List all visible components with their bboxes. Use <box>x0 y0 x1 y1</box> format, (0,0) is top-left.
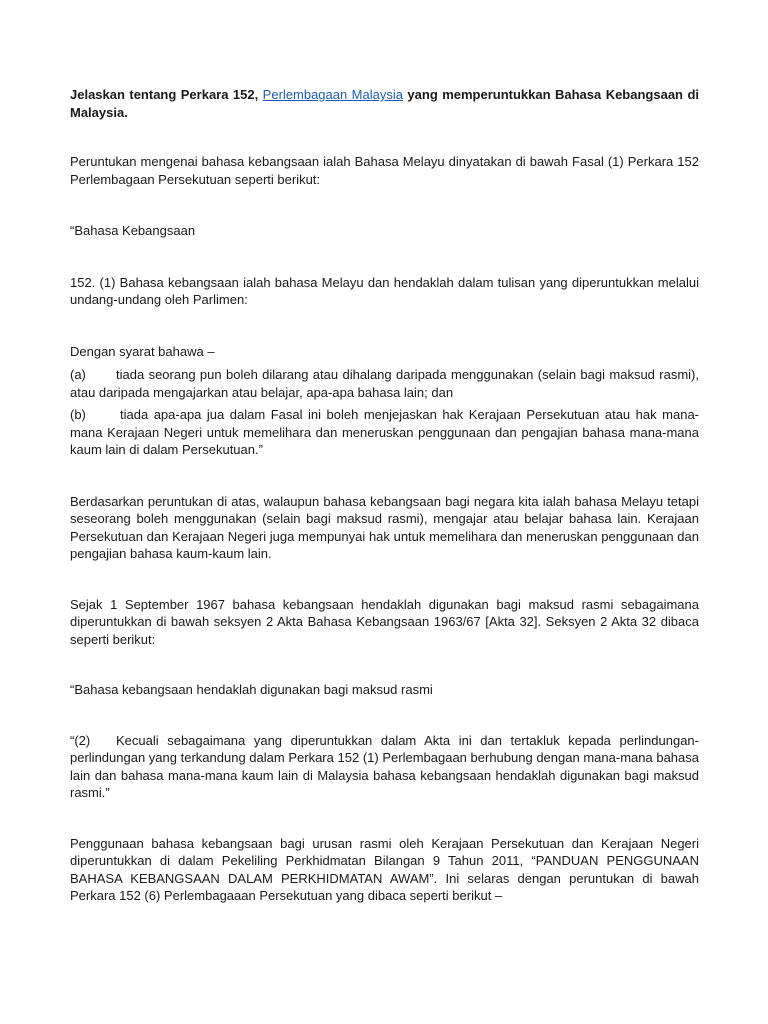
document-title <box>70 86 699 121</box>
title-prefix: Jelaskan tentang Perkara 152, <box>70 87 263 102</box>
akta-2-text: Kecuali sebagaimana yang diperuntukkan dalam Akta ini dan tertakluk kepada perlindungan-perlindungan yang terkandung dalam Perkara 152 (1) Perlembagaan berhubung dengan mana-mana bahasa lain dan bahasa mana-mana kaum lain di Malaysia bahasa kebangsaan hendaklah digunakan bagi maksud rasmi.” <box>70 732 699 800</box>
proviso-paragraph: Dengan syarat bahawa – <box>70 343 215 359</box>
akta-2-label: “(2) <box>70 732 91 748</box>
berdasarkan-paragraph: Berdasarkan peruntukan di atas, walaupun bahasa kebangsaan bagi negara kita ialah bahasa Melayu tetapi seseorang boleh menggunakan (selain bagi maksud rasmi), mengajar atau belajar bahasa lain. Kerajaan Persekutuan dan Kerajaan Negeri juga mempunyai hak untuk memelihara dan meneruskan penggunaan dan pengajian bahasa kaum-kaum lain. <box>70 493 699 561</box>
title-suffix: yang memperuntukkan Bahasa Kebangsaan di Malaysia. <box>70 87 699 120</box>
item-a-text: tiada seorang pun boleh dilarang atau dihalang daripada menggunakan (selain bagi maksud rasmi), atau daripada mengajarkan atau belajar, apa-apa bahasa lain; dan <box>70 367 699 400</box>
intro-paragraph: Peruntukan mengenai bahasa kebangsaan ialah Bahasa Melayu dinyatakan di bawah Fasal (1) Perkara 152 Perlembagaan Persekutuan seperti berikut: <box>70 154 699 187</box>
item-b-text: tiada apa-apa jua dalam Fasal ini boleh menjejaskan hak Kerajaan Persekutuan atau hak mana-mana Kerajaan Negeri untuk memelihara dan meneruskan penggunaan dan pengajian bahasa mana-mana kaum lain di dalam Persekutuan.” <box>70 407 699 457</box>
akta-section-2-paragraph <box>70 732 699 802</box>
item-b-label: (b) <box>70 407 86 422</box>
perlembagaan-malaysia-link[interactable]: Perlembagaan Malaysia <box>262 87 403 102</box>
akta-quote-heading: “Bahasa kebangsaan hendaklah digunakan bagi maksud rasmi <box>70 682 433 697</box>
document-page <box>70 86 699 905</box>
article-152-1-paragraph: 152. (1) Bahasa kebangsaan ialah bahasa Melayu dan hendaklah dalam tulisan yang diperuntukkan melalui undang-undang oleh Parlimen: <box>70 274 699 307</box>
proviso-item-b <box>70 406 699 459</box>
item-a-label: (a) <box>70 367 86 382</box>
sejak-paragraph: Sejak 1 September 1967 bahasa kebangsaan hendaklah digunakan bagi maksud rasmi sebagaimana diperuntukkan di bawah seksyen 2 Akta Bahasa Kebangsaan 1963/67 [Akta 32]. Seksyen 2 Akta 32 dibaca seperti berikut: <box>70 596 699 647</box>
penggunaan-paragraph: Penggunaan bahasa kebangsaan bagi urusan rasmi oleh Kerajaan Persekutuan dan Kerajaan Negeri diperuntukkan di dalam Pekeliling Perkhidmatan Bilangan 9 Tahun 2011, “PANDUAN PENGGUNAAN BAHASA KEBANGSAAN DALAM PERKHIDMATAN AWAM”. Ini selaras dengan peruntukan di bawah Perkara 152 (6) Perlembagaaan Persekutuan yang dibaca seperti berikut – <box>70 835 699 903</box>
bahasa-kebangsaan-heading: “Bahasa Kebangsaan <box>70 223 196 238</box>
proviso-item-a <box>70 366 699 401</box>
